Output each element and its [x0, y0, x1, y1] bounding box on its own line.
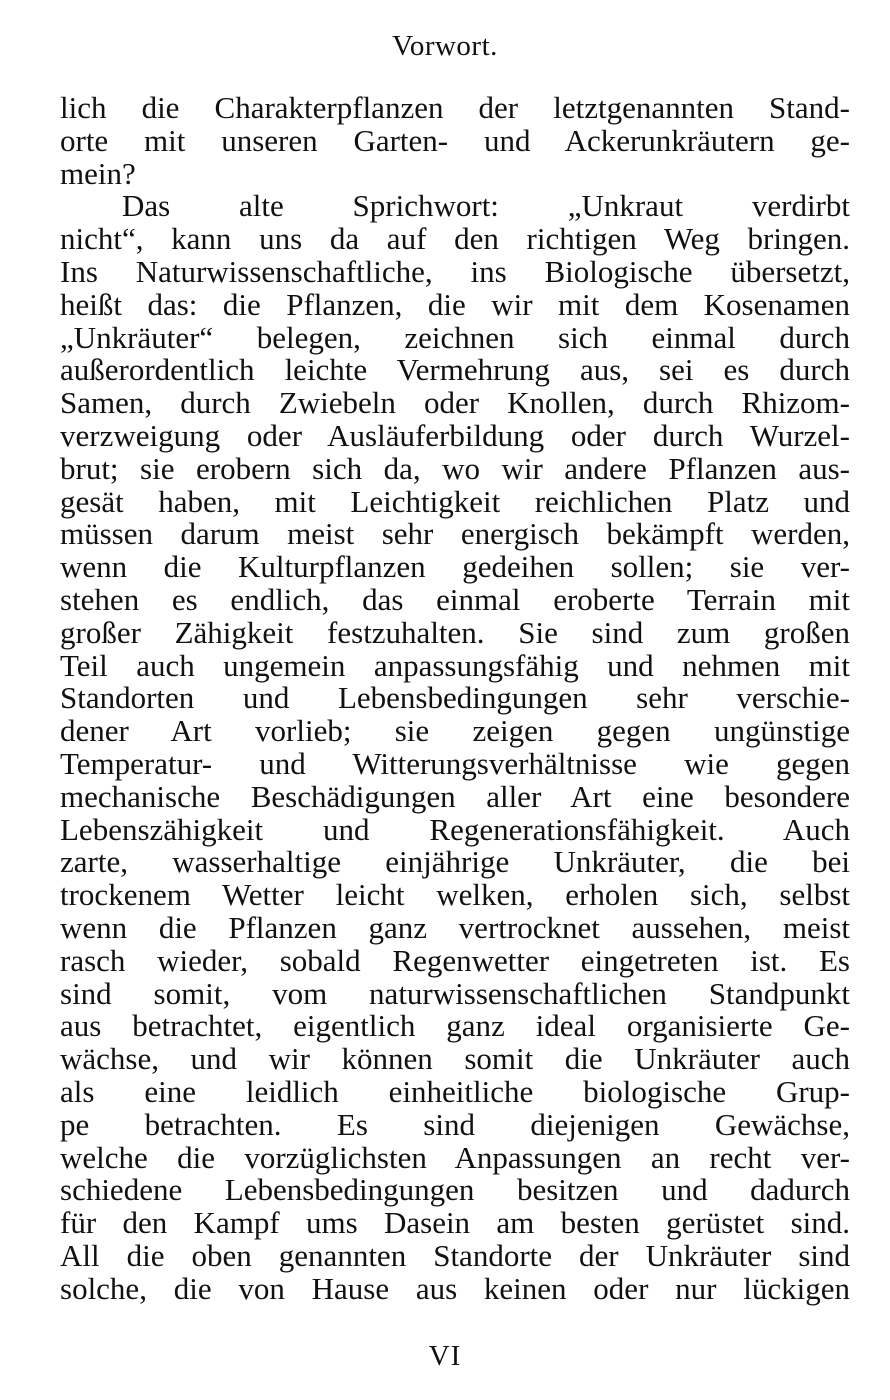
text-line: großer Zähigkeit festzuhalten. Sie sind zum großen [60, 614, 850, 650]
text-line: lich die Charakterpflanzen der letztgenannten Stand- [60, 90, 850, 125]
text-line: orte mit unseren Garten- und Ackerunkräutern ge- [60, 122, 850, 158]
text-line: zarte, wasserhaltige einjährige Unkräuter, die bei [60, 844, 850, 880]
text-line: wächse, und wir können somit die Unkräuter auch [60, 1041, 850, 1077]
text-line: pe betrachten. Es sind diejenigen Gewächse, [60, 1106, 850, 1142]
text-line: schiedene Lebensbedingungen besitzen und dadurch [60, 1172, 850, 1208]
text-line: gesät haben, mit Leichtigkeit reichlichen Platz und [60, 483, 850, 519]
text-line: müssen darum meist sehr energisch bekämpft werden, [60, 516, 850, 552]
text-line: Das alte Sprichwort: „Unkraut verdirbt [122, 188, 850, 224]
text-line: mechanische Beschädigungen aller Art eine besondere [60, 778, 850, 814]
text-line: All die oben genannten Standorte der Unkräuter sind [60, 1237, 850, 1273]
text-line: rasch wieder, sobald Regenwetter eingetreten ist. Es [60, 942, 850, 978]
text-line: heißt das: die Pflanzen, die wir mit dem Kosenamen [60, 286, 850, 322]
text-line: verzweigung oder Ausläuferbildung oder durch Wurzel- [60, 417, 850, 453]
text-line: brut; sie erobern sich da, wo wir andere Pflanzen aus- [60, 450, 850, 486]
text-line: Standorten und Lebensbedingungen sehr verschie- [60, 680, 850, 716]
text-line: wenn die Kulturpflanzen gedeihen sollen; sie ver- [60, 549, 850, 585]
text-line: stehen es endlich, das einmal eroberte Terrain mit [60, 581, 850, 617]
text-line: aus betrachtet, eigentlich ganz ideal organisierte Ge- [60, 1008, 850, 1044]
text-line: Temperatur- und Witterungsverhältnisse wie gegen [60, 745, 850, 781]
text-line: solche, die von Hause aus keinen oder nur lückigen [60, 1270, 850, 1306]
text-line: als eine leidlich einheitliche biologische Grup- [60, 1073, 850, 1109]
text-line: wenn die Pflanzen ganz vertrocknet aussehen, meist [60, 909, 850, 945]
page-number: VI [428, 1340, 462, 1372]
text-line: Samen, durch Zwiebeln oder Knollen, durch Rhizom- [60, 385, 850, 421]
text-line: für den Kampf ums Dasein am besten gerüstet sind. [60, 1205, 850, 1241]
text-line: Ins Naturwissenschaftliche, ins Biologische übersetzt, [60, 253, 850, 289]
text-line: außerordentlich leichte Vermehrung aus, sei es durch [60, 352, 850, 388]
text-line: trockenem Wetter leicht welken, erholen sich, selbst [60, 877, 850, 913]
text-line: Lebenszähigkeit und Regenerationsfähigkeit. Auch [60, 811, 850, 847]
text-line: nicht“, kann uns da auf den richtigen Weg bringen. [60, 221, 850, 257]
text-line: Teil auch ungemein anpassungsfähig und nehmen mit [60, 647, 850, 683]
text-line: welche die vorzüglichsten Anpassungen an recht ver- [60, 1139, 850, 1175]
text-line: „Unkräuter“ belegen, zeichnen sich einmal durch [60, 319, 850, 355]
body-text [60, 92, 850, 1305]
running-head: Vorwort. [392, 30, 498, 62]
text-line: dener Art vorlieb; sie zeigen gegen ungünstige [60, 713, 850, 749]
text-line: mein? [60, 155, 136, 191]
text-line: sind somit, vom naturwissenschaftlichen Standpunkt [60, 975, 850, 1011]
